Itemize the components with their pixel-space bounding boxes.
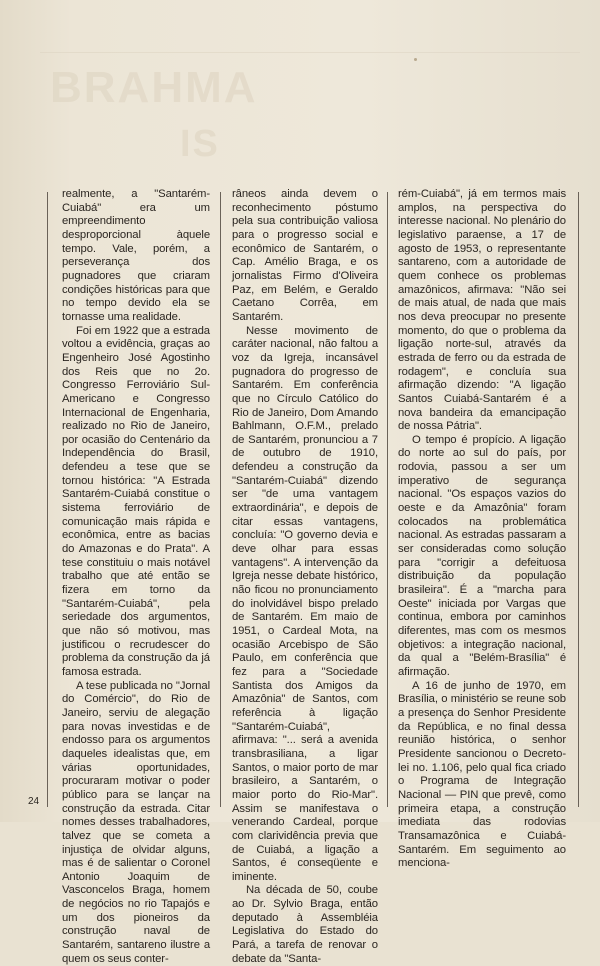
page-number: 24 [28, 796, 40, 807]
paragraph: Na década de 50, coube ao Dr. Sylvio Braga, então deputado à Assembléia Legislativa do Estado do Pará, a tarefa de renovar o debate da "Santa- [232, 884, 378, 965]
paragraph: A 16 de junho de 1970, em Brasília, o ministério se reune sob a presença do Senhor Presidente da República, e no final dessa reunião histórica, o senhor Presidente sancionou o Decreto-lei no. 1.106, pelo qual fica criado o Programa de Integração Nacional — PIN que prevê, como primeira etapa, a construção imediata das rodovias Transamazônica e Cuiabá-Santarém. Em seguimento ao menciona- [398, 679, 566, 870]
text-column-1 [62, 188, 210, 966]
column-rule-right [578, 192, 579, 807]
text-column-2 [232, 188, 378, 966]
paragraph: Foi em 1922 que a estrada voltou a evidência, graças ao Engenheiro José Agostinho dos Reis que no 2o. Congresso Ferroviário Sul-Americano e Congresso Internacional de Engenharia, realizado no Rio de Janeiro, por ocasião do Centenário da Independência do Brasil, defendeu a tese que se tornou histórica: "A Estrada Santarém-Cuiabá constitue o sistema ferroviário de comunicação mais rápida e econômica, entre as bacias do Amazonas e do Prata". A tese constituiu o mais notável trabalho que até então se fizera em torno da "Santarém-Cuiabá", pela seriedade dos argumentos, que não só motivou, mas justificou o recrudescer do problema da construção da já famosa estrada. [62, 324, 210, 678]
text-column-3 [398, 188, 566, 871]
watermark-line-2: IS [180, 123, 220, 165]
column-rule-2 [387, 192, 388, 807]
paragraph: realmente, a "Santarém-Cuiabá" era um empreendimento desproporcional àquele tempo. Vale, porém, a perseverança dos pugnadores que criaram condições históricas para que no tempo devido ela se tornasse uma realidade. [62, 188, 210, 323]
watermark-line-1: BRAHMA [50, 63, 258, 112]
paragraph: Nesse movimento de caráter nacional, não faltou a voz da Igreja, incansável pugnadora do progresso de Santarém. Em conferência que no Círculo Católico do Rio de Janeiro, Dom Amando Bahlmann, O.F.M., prelado de Santarém, pronunciou a 7 de outubro de 1910, defendeu a construção da "Santarém-Cuiabá" dizendo ser "de uma vantagem extraordinária", e depois de citar essas vantagens, concluía: "O governo devia e deve olhar para essas vantagens". A intervenção da Igreja nesse debate histórico, não ficou no pronunciamento do inolvidável bispo prelado de Santarém. Em maio de 1951, o Cardeal Mota, na ocasião Arcebispo de São Paulo, em conferência que fez para a "Sociedade Santista dos Amigos da Amazônia" de Santos, com referência à ligação "Santarém-Cuiabá", afirmava: "... será a avenida transbrasiliana, a ligar Santos, o maior porto de mar brasileiro, a Santarém, o maior porto do Rio-Mar". Assim se manifestava o venerando Cardeal, porque com clarividência previa que de Cuiabá, a ligação a Santos, é conseqüente e iminente. [232, 324, 378, 883]
bleed-through-watermark [40, 52, 580, 173]
paragraph: O tempo é propício. A ligação do norte ao sul do país, por rodovia, passou a ser um imperativo de segurança nacional. "Os espaços vazios do oeste e da Amazônia" foram colocados na problemática nacional. As estradas passaram a ser consideradas como solução para "corrigir a defeituosa distribuição da população brasileira". É a "marcha para Oeste" iniciada por Vargas que continua, embora por caminhos diferentes, mas com os mesmos objetivos: a integração nacional, da qual a "Belém-Brasília" é afirmação. [398, 433, 566, 678]
paragraph: rém-Cuiabá", já em termos mais amplos, na perspectiva do interesse nacional. No plenário do legislativo paraense, a 17 de agosto de 1953, o representante santareno, com a autoridade de quem conhece os problemas amazônicos, afirmava: "Não sei de mais atual, de nada que mais nos deva preocupar no presente momento, do que o problema da ligação norte-sul, através da estrada de ferro ou da estrada de rodagem", e concluía sua afirmação dizendo: "A ligação Santos Cuiabá-Santarém é a nova bandeira da emancipação de nossa Pátria". [398, 188, 566, 433]
paper-speck [414, 58, 417, 61]
column-rule-left [47, 192, 48, 807]
paragraph: A tese publicada no "Jornal do Comércio", do Rio de Janeiro, serviu de alegação para novas investidas e de endosso para os argumentos daqueles idealistas que, em várias oportunidades, procuraram motivar o poder público para se lançar na construção da estrada. Citar nomes desses trabalhadores, talvez que se cometa a injustiça de olvidar alguns, mas é de salientar o Coronel Antonio Joaquim de Vasconcelos Braga, homem de negócios no rio Tapajós e um dos pioneiros da construção naval de Santarém, santareno ilustre a quem os seus conter- [62, 679, 210, 965]
paragraph: râneos ainda devem o reconhecimento póstumo pela sua contribuição valiosa para o progresso social e econômico de Santarém, o Cap. Amélio Braga, e os jornalistas Firmo d'Oliveira Paz, em Belém, e Geraldo Caetano Corrêa, em Santarém. [232, 188, 378, 323]
column-rule-1 [220, 192, 221, 807]
